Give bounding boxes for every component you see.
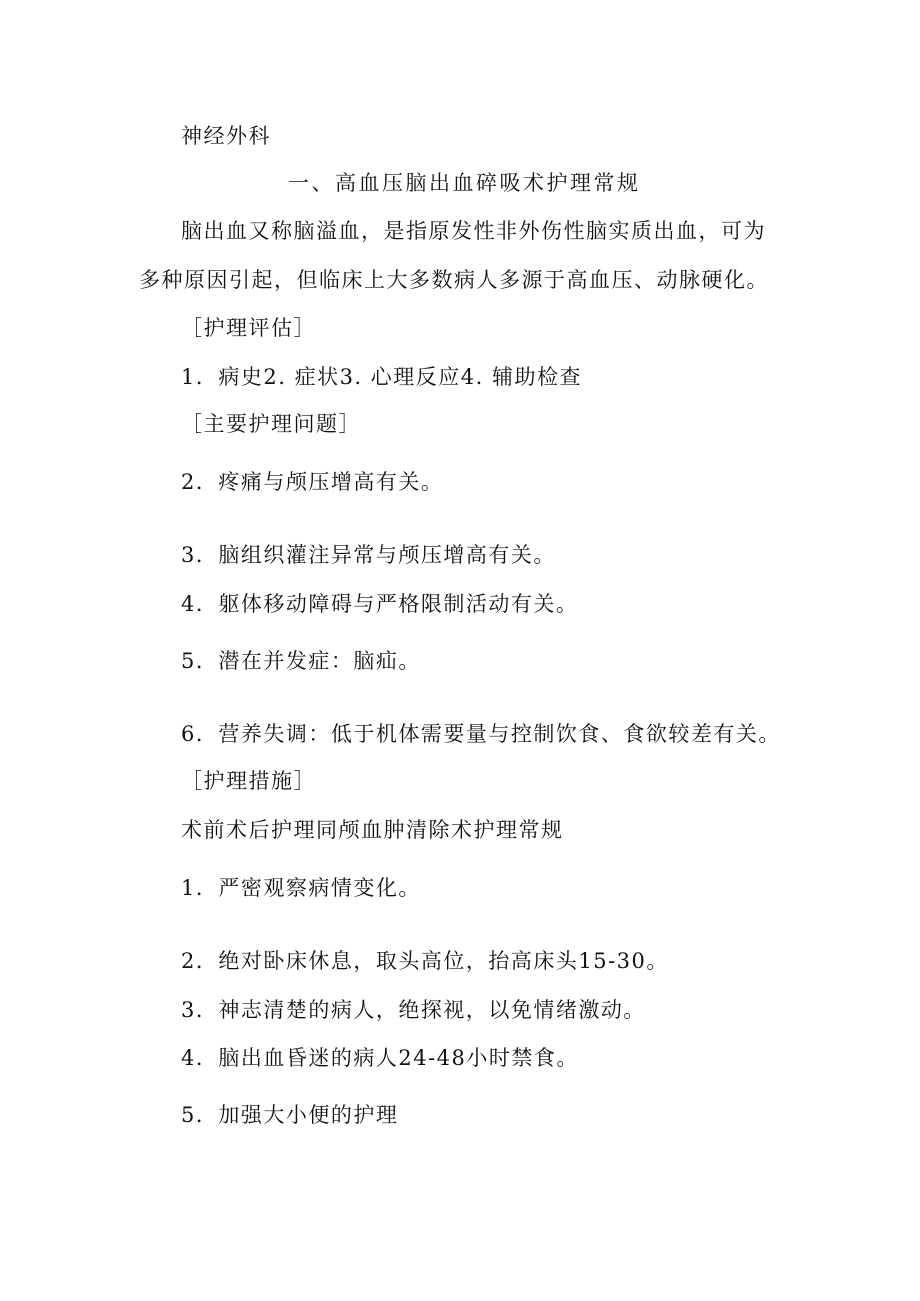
assessment-heading: ［护理评估］ [181, 316, 316, 340]
intro-line-1: 脑出血又称脑溢血，是指原发性非外伤性脑实质出血，可为 [181, 219, 766, 243]
problem-item: 6．营养失调：低于机体需要量与控制饮食、食欲较差有关。 [181, 722, 781, 746]
problem-item: 2．疼痛与颅压增高有关。 [181, 470, 444, 494]
measure-item: 5．加强大小便的护理 [181, 1103, 399, 1127]
measures-heading: ［护理措施］ [181, 769, 316, 793]
problem-item: 4．躯体移动障碍与严格限制活动有关。 [181, 592, 579, 616]
assessment-items: 1．病史2. 症状3. 心理反应4. 辅助检查 [181, 365, 582, 389]
intro-line-2: 多种原因引起，但临床上大多数病人多源于高血压、动脉硬化。 [139, 268, 769, 292]
document-title: 一、高血压脑出血碎吸术护理常规 [288, 171, 641, 195]
measure-item: 1．严密观察病情变化。 [181, 876, 421, 900]
measure-item: 4．脑出血昏迷的病人24-48小时禁食。 [181, 1046, 579, 1070]
measure-item: 3．神志清楚的病人，绝探视，以免情绪激动。 [181, 998, 646, 1022]
problems-heading: ［主要护理问题］ [181, 412, 361, 436]
measures-note: 术前术后护理同颅血肿清除术护理常规 [181, 818, 564, 842]
measure-item: 2．绝对卧床休息，取头高位，抬高床头15-30。 [181, 949, 669, 973]
department-label: 神经外科 [181, 124, 271, 148]
problem-item: 5．潜在并发症：脑疝。 [181, 649, 421, 673]
problem-item: 3．脑组织灌注异常与颅压增高有关。 [181, 543, 556, 567]
